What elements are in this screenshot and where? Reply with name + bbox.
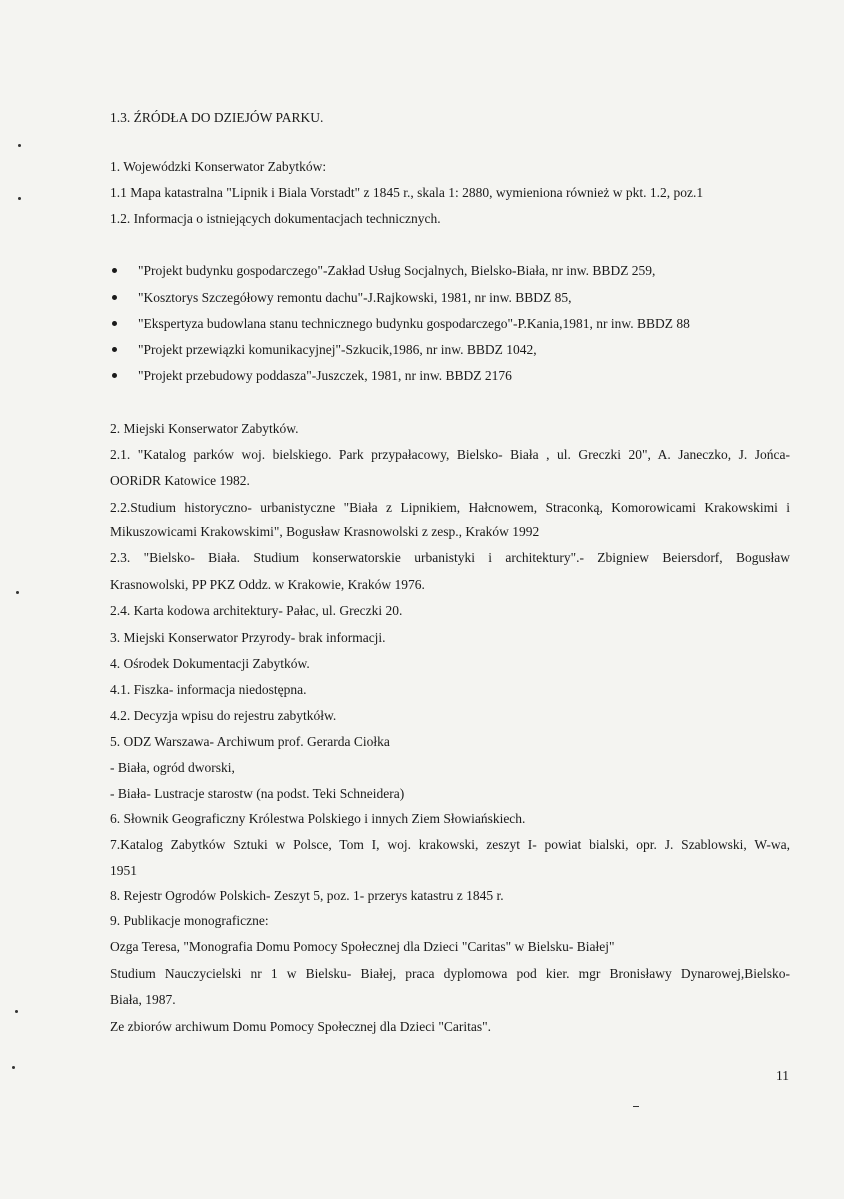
item-2-2-line-a: 2.2.Studium historyczno- urbanistyczne "Biała z Lipnikiem, Hałcnowem, Straconką, Komorowicami Krakowskimi i — [110, 500, 790, 515]
item-1-2: 1.2. Informacja o istniejących dokumentacjach technicznych. — [110, 211, 441, 226]
item-2-4: 2.4. Karta kodowa architektury- Pałac, ul. Greczki 20. — [110, 603, 403, 618]
section-heading: 1.3. ŹRÓDŁA DO DZIEJÓW PARKU. — [110, 110, 324, 125]
item-2-1-line-b: OORiDR Katowice 1982. — [110, 473, 250, 488]
bullet-icon — [112, 268, 117, 273]
page-number: 11 — [776, 1068, 789, 1083]
section1-title: 1. Wojewódzki Konserwator Zabytków: — [110, 159, 327, 174]
list-item-text: "Projekt przebudowy poddasza"-Juszczek, 1981, nr inw. BBDZ 2176 — [138, 368, 512, 383]
section7-line-b: 1951 — [110, 863, 137, 878]
section9-line-a: Ozga Teresa, "Monografia Domu Pomocy Społecznej dla Dzieci "Caritas" w Bielsku- Białej" — [110, 939, 615, 954]
item-2-3-line-b: Krasnowolski, PP PKZ Oddz. w Krakowie, Kraków 1976. — [110, 577, 425, 592]
section9-line-c: Biała, 1987. — [110, 992, 176, 1007]
section7-line-a: 7.Katalog Zabytków Sztuki w Polsce, Tom I, woj. krakowski, zeszyt I- powiat bialski, opr. J. Szablowski, W-wa, — [110, 837, 790, 852]
section6: 6. Słownik Geograficzny Królestwa Polskiego i innych Ziem Słowiańskiech. — [110, 811, 526, 826]
scan-speck — [12, 1066, 15, 1069]
section4-title: 4. Ośrodek Dokumentacji Zabytków. — [110, 656, 310, 671]
section8: 8. Rejestr Ogrodów Polskich- Zeszyt 5, poz. 1- przerys katastru z 1845 r. — [110, 888, 504, 903]
bullet-icon — [112, 295, 117, 300]
section9-line-d: Ze zbiorów archiwum Domu Pomocy Społecznej dla Dzieci "Caritas". — [110, 1019, 492, 1034]
item-4-1: 4.1. Fiszka- informacja niedostępna. — [110, 682, 307, 697]
section9-line-b: Studium Nauczycielski nr 1 w Bielsku- Białej, praca dyplomowa pod kier. mgr Bronisławy Dynarowej,Bielsko- — [110, 966, 790, 981]
section3: 3. Miejski Konserwator Przyrody- brak informacji. — [110, 630, 386, 645]
section2-title: 2. Miejski Konserwator Zabytków. — [110, 421, 299, 436]
bullet-icon — [112, 347, 117, 352]
bullet-icon — [112, 373, 117, 378]
scan-speck — [18, 197, 21, 200]
item-4-2: 4.2. Decyzja wpisu do rejestru zabytkółw. — [110, 708, 337, 723]
item-2-3-line-a: 2.3. "Bielsko- Biała. Studium konserwatorskie urbanistyki i architektury".- Zbigniew Beiersdorf, Bogusław — [110, 550, 790, 565]
scan-speck — [18, 144, 21, 147]
item-2-1-line-a: 2.1. "Katalog parków woj. bielskiego. Park przypałacowy, Bielsko- Biała , ul. Greczki 20", A. Janeczko, J. Jońca- — [110, 447, 790, 462]
scan-speck — [633, 1106, 639, 1107]
section9-title: 9. Publikacje monograficzne: — [110, 913, 269, 928]
scan-speck — [15, 1010, 18, 1013]
scan-speck — [16, 591, 19, 594]
list-item-text: "Kosztorys Szczegółowy remontu dachu"-J.Rajkowski, 1981, nr inw. BBDZ 85, — [138, 290, 572, 305]
section5-title: 5. ODZ Warszawa- Archiwum prof. Gerarda Ciołka — [110, 734, 390, 749]
item-2-2-line-b: Mikuszowicami Krakowskimi", Bogusław Krasnowolski z zesp., Kraków 1992 — [110, 524, 540, 539]
bullet-icon — [112, 321, 117, 326]
list-item-text: "Ekspertyza budowlana stanu technicznego budynku gospodarczego"-P.Kania,1981, nr inw. BBDZ 88 — [138, 316, 690, 331]
list-item-text: "Projekt budynku gospodarczego"-Zakład Usług Socjalnych, Bielsko-Biała, nr inw. BBDZ 259, — [138, 263, 656, 278]
item-1-1: 1.1 Mapa katastralna "Lipnik i Biala Vorstadt" z 1845 r., skala 1: 2880, wymieniona również w pkt. 1.2, poz.1 — [110, 185, 704, 200]
section5-line-a: - Biała, ogród dworski, — [110, 760, 235, 775]
section5-line-b: - Biała- Lustracje starostw (na podst. Teki Schneidera) — [110, 786, 405, 801]
list-item-text: "Projekt przewiązki komunikacyjnej"-Szkucik,1986, nr inw. BBDZ 1042, — [138, 342, 537, 357]
